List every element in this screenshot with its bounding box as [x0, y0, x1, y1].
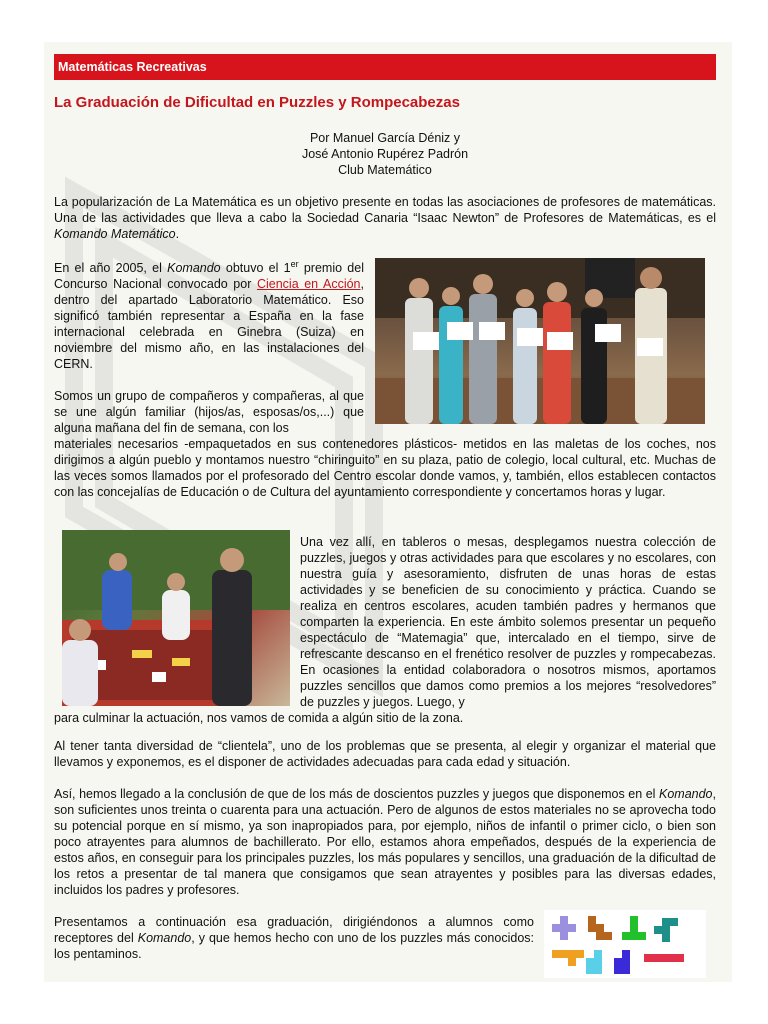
pentomino-t-piece	[622, 916, 646, 940]
text-run-italic: Komando	[659, 787, 713, 801]
paragraph-group	[54, 388, 716, 500]
paragraph-intro	[54, 194, 716, 242]
byline-line: José Antonio Rupérez Padrón	[301, 147, 469, 161]
pentomino-n-piece	[614, 950, 630, 974]
paragraph-award	[54, 260, 364, 372]
paragraph-pentominoes	[54, 914, 534, 962]
text-run: materiales necesarios -empaquetados en sus contenedores plásticos- metidos en las maletas de los coches, nos dirigimos a algún pueblo y montamos nuestro “chiringuito” en su plaza, patio de colegio, local cultural, etc. Muchas de las veces somos llamados por el profesorado del Centro escolar donde vamos, y, también, ellos establecen contactos con las concejalías de Educación o de Cultura del ayuntamiento correspondiente y concertamos horas y lugar.	[54, 437, 716, 499]
byline-line: Club Matemático	[338, 163, 432, 177]
byline	[54, 130, 716, 178]
section-banner	[54, 54, 716, 80]
byline-line: Por Manuel García Déniz y	[309, 131, 461, 145]
text-run: para culminar la actuación, nos vamos de comida a algún sitio de la zona.	[54, 711, 464, 725]
text-run: , y que hemos hecho con uno de los puzzles más conocidos: los pentaminos.	[54, 931, 534, 961]
text-run: En el año 2005, el	[54, 261, 168, 275]
pentomino-pieces-image	[544, 910, 706, 978]
text-run-italic: Komando Matemático	[54, 227, 176, 241]
text-run: , dentro del apartado Laboratorio Matemático. Eso significó también representar a España en la fase internacional celebrada en Ginebra (Suiza) en noviembre del mismo año, en las instalaciones del CERN.	[54, 277, 364, 371]
pentomino-l-piece	[552, 950, 584, 966]
text-run: Una vez allí, en tableros o mesas, desplegamos nuestra colección de puzzles, juegos y otras actividades para que escolares y no escolares, con nuestra guía y asesoramiento, disfruten de unas horas de estas actividades y se beneficien de su conocimiento y práctica. Cuando se realiza en centros escolares, acuden también padres y hermanos que comparten la experiencia. En este ámbito solemos presentar un pequeño espectáculo de “Matemagia” que, intercalado en el tiempo, sirve de refrescante descanso en el frenético resolver de puzzles y rompecabezas. En ocasiones la entidad colaboradora o nosotros mismos, aportamos puzzles sencillos que damos como premios a los mejores “resolvedores” de puzzles y juegos. Luego, y	[300, 535, 716, 709]
paragraph-activities	[54, 534, 716, 726]
paragraph-conclusion	[54, 786, 716, 898]
text-run: premio del Concurso Nacional convocado por	[54, 261, 364, 291]
ciencia-en-accion-link[interactable]: Ciencia en Acción	[256, 277, 361, 291]
pentomino-f-piece	[654, 918, 678, 942]
pentomino-pieces	[544, 910, 706, 978]
text-run: Somos un grupo de compañeros y compañeras, al que se une algún familiar (hijos/as, esposas/os,...) que alguna mañana del fin de semana, con los	[54, 389, 364, 435]
text-run: obtuvo el 1	[220, 261, 291, 275]
text-run: Presentamos a continuación esa graduación, dirigiéndonos a alumnos como receptores del	[54, 915, 534, 945]
pentomino-p-piece	[586, 950, 602, 974]
document-page	[44, 42, 732, 982]
pentomino-x-piece	[552, 916, 576, 940]
text-run-italic: Komando	[167, 261, 221, 275]
text-run: .	[175, 227, 180, 241]
text-run: Así, hemos llegado a la conclusión de que de los más de doscientos puzzles y juegos que disponemos en el	[54, 787, 659, 801]
text-run: , son suficientes unos treinta o cuarenta para una actuación. Pero de algunos de estos materiales no se aprovecha todo su potencial porque en sí mismo, ya son inapropiados para, por ejemplo, niños de infantil o primer ciclo, o bien son poco atrayentes para alumnos de bachillerato. Por ello, estamos ahora empeñados, después de la experiencia de estos años, en conseguir para los principales puzzles, los más populares y sencillos, una graduación de la dificultad de los retos a presentar de tal manera que consigamos que sean atrayentes y posibles para las diversas edades, incluidos los padres y profesores.	[54, 787, 716, 897]
paragraph-diversity: Al tener tanta diversidad de “clientela”, uno de los problemas que se presenta, al elegir y organizar el material que llevamos y exponemos, es el disponer de actividades adecuadas para cada edad y situación.	[54, 739, 716, 769]
pentomino-w-piece	[588, 916, 612, 940]
text-run-italic: Komando	[137, 931, 192, 945]
text-run: La popularización de La Matemática es un objetivo presente en todas las asociaciones de profesores de matemáticas. Una de las actividades que lleva a cabo la Sociedad Canaria “Isaac Newton” de Profesores de Matemáticas, es el	[54, 195, 716, 225]
superscript: er	[290, 258, 299, 269]
banner-label: Matemáticas Recreativas	[58, 60, 207, 74]
article-title: La Graduación de Dificultad en Puzzles y Rompecabezas	[54, 94, 460, 111]
pentomino-i-piece	[644, 954, 684, 962]
